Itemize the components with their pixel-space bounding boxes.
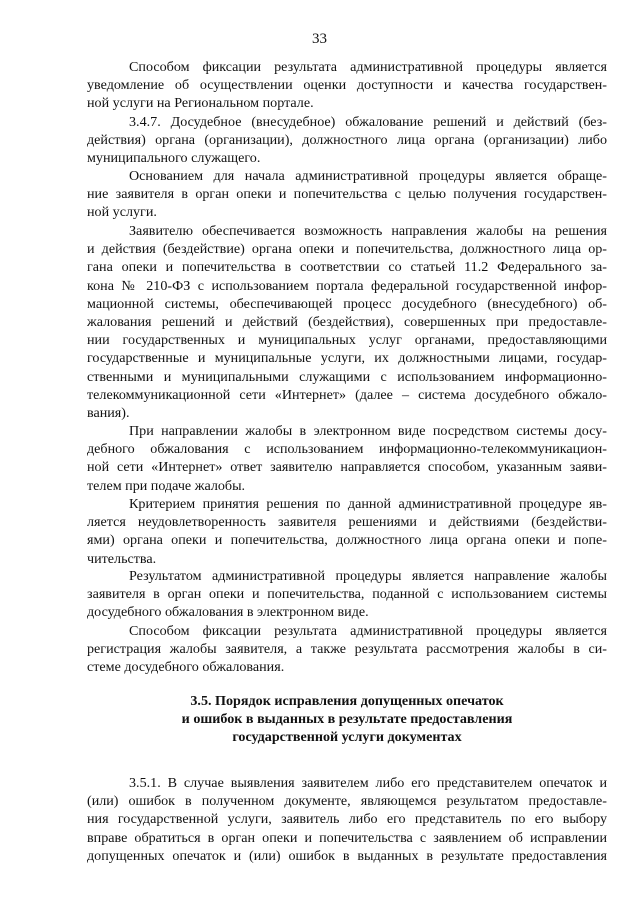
paragraph-result xyxy=(87,567,607,622)
text-line: муниципального служащего. xyxy=(87,150,261,167)
text-line: ями) органа опеки и попечительства, должностного лица органа опеки и попе- xyxy=(87,532,607,549)
text-line: ляется неудовлетворенность заявителя решениями и действиями (бездействи- xyxy=(87,514,607,531)
text-line: нии государственных и муниципальных услуг органами, предоставляющими xyxy=(87,332,607,349)
text-line: (или) ошибок в полученном документе, являющемся результатом предоставле- xyxy=(87,793,607,810)
text-line: ной сети «Интернет» ответ заявителю направляется способом, указанным заяви- xyxy=(87,459,607,476)
text-line: Заявителю обеспечивается возможность направления жалобы на решения xyxy=(129,223,607,239)
heading-line: 3.5. Порядок исправления допущенных опечаток xyxy=(190,693,504,709)
text-line: Результатом административной процедуры является направление жалобы xyxy=(129,568,607,584)
text-line: уведомление об осуществлении оценки доступности и качества государствен- xyxy=(87,77,607,94)
paragraph-3-5-1 xyxy=(87,774,607,865)
text-line: 3.4.7. Досудебное (внесудебное) обжалование решений и действий (без- xyxy=(129,114,607,130)
text-line: стеме досудебного обжалования. xyxy=(87,659,285,676)
text-line: кона № 210-ФЗ с использованием портала федеральной государственной инфор- xyxy=(87,277,607,294)
text-line: вания). xyxy=(87,404,130,421)
text-line: Способом фиксации результата административной процедуры является xyxy=(129,623,607,639)
text-line: чительства. xyxy=(87,550,157,567)
text-line: Основанием для начала административной процедуры является обраще- xyxy=(129,168,607,184)
text-line: Критерием принятия решения по данной административной процедуре яв- xyxy=(129,496,607,512)
page-number: 33 xyxy=(312,31,327,47)
text-line: ние заявителя в орган опеки и попечительства с целью получения государствен- xyxy=(87,186,607,203)
text-line: действия) органа (организации), должностного лица органа (организации) либо xyxy=(87,132,607,149)
paragraph-decision-criterion xyxy=(87,495,607,568)
section-heading xyxy=(87,692,607,747)
text-line: регистрация жалобы заявителя, а также результата рассмотрения жалобы в си- xyxy=(87,641,607,658)
text-line: 3.5.1. В случае выявления заявителем либо его представителем опечаток и xyxy=(129,775,607,791)
text-line: заявителя в орган опеки и попечительства, поданной с использованием системы xyxy=(87,586,607,603)
text-line: вправе обратиться в орган опеки и попечительства с заявлением об исправлении xyxy=(87,829,607,846)
text-line: и действия (бездействие) органа опеки и попечительства, должностного лица ор- xyxy=(87,241,607,258)
paragraph-3-4-7 xyxy=(87,113,607,168)
paragraph-complaint-possibility xyxy=(87,222,607,422)
paragraph-registration xyxy=(87,622,607,677)
text-line: ной услуги на Региональном портале. xyxy=(87,95,314,112)
text-line: При направлении жалобы в электронном виде посредством системы досу- xyxy=(129,423,607,439)
text-line: мационной системы, обеспечивающей процесс досудебного (внесудебного) об- xyxy=(87,295,607,312)
text-line: допущенных опечаток и (или) ошибок в выданных в результате предоставления xyxy=(87,847,607,864)
text-line: досудебного обжалования в электронном виде. xyxy=(87,604,369,621)
paragraph-fixation-notice xyxy=(87,58,607,113)
text-line: ственными и муниципальными служащими с использованием информационно- xyxy=(87,368,607,385)
paragraph-basis xyxy=(87,167,607,222)
text-line: ной услуги. xyxy=(87,204,157,221)
text-line: государственные и муниципальные услуги, их должностными лицами, государ- xyxy=(87,350,607,367)
text-line: ния государственной услуги, заявитель либо его представитель по его выбору xyxy=(87,811,607,828)
text-line: телекоммуникационной сети «Интернет» (далее – система досудебного обжало- xyxy=(87,386,607,403)
text-line: жалования решений и действий (бездействия), совершенных при предоставле- xyxy=(87,313,607,330)
heading-line: государственной услуги документах xyxy=(232,729,462,746)
text-line: дебного обжалования с использованием информационно-телекоммуникацион- xyxy=(87,441,607,458)
text-line: телем при подаче жалобы. xyxy=(87,477,246,494)
text-line: гана опеки и попечительства в соответствии со статьей 11.2 Федерального за- xyxy=(87,259,607,276)
text-line: Способом фиксации результата административной процедуры является xyxy=(129,59,607,75)
heading-line: и ошибок в выданных в результате предоставления xyxy=(181,711,513,728)
paragraph-electronic-complaint xyxy=(87,422,607,495)
